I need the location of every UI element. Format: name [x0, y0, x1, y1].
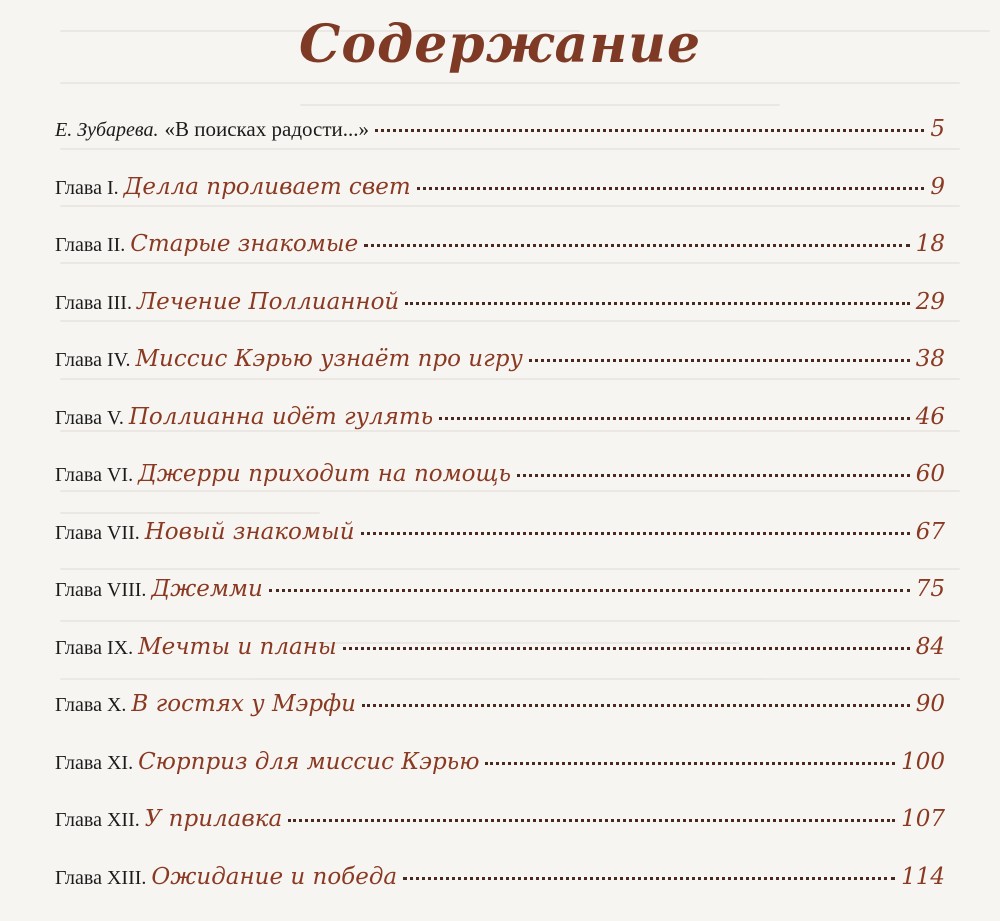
dot-leader	[361, 532, 910, 535]
page-number: 60	[916, 461, 945, 487]
page-number: 38	[916, 346, 945, 372]
chapter-title: Делла проливает свет	[124, 174, 411, 200]
chapter-title: У прилавка	[145, 806, 282, 832]
chapter-title: Мечты и планы	[138, 634, 337, 660]
chapter-title: Джемми	[151, 576, 262, 602]
dot-leader	[439, 417, 910, 420]
dot-leader	[364, 244, 910, 247]
chapter-title: Джерри приходит на помощь	[138, 461, 511, 487]
page-number: 46	[916, 404, 945, 430]
toc-entry-chapter[interactable]	[55, 519, 945, 577]
toc-entry-chapter[interactable]	[55, 461, 945, 519]
page-number: 67	[916, 519, 945, 545]
toc-entry-chapter[interactable]	[55, 174, 945, 232]
dot-leader	[288, 819, 895, 822]
table-of-contents	[55, 116, 945, 921]
chapter-title: Сюрприз для миссис Кэрью	[138, 749, 479, 775]
chapter-number: Глава IV.	[55, 349, 131, 372]
chapter-title: Лечение Поллианной	[137, 289, 399, 315]
page-number: 29	[916, 289, 945, 315]
page-number: 90	[916, 691, 945, 717]
chapter-number: Глава V.	[55, 407, 124, 430]
chapter-number: Глава VII.	[55, 522, 140, 545]
chapter-number: Глава III.	[55, 292, 132, 315]
intro-author: Е. Зубарева.	[55, 119, 158, 142]
page-number: 84	[916, 634, 945, 660]
chapter-number: Глава XII.	[55, 809, 140, 832]
dot-leader	[403, 877, 895, 880]
page-number: 9	[930, 174, 945, 200]
chapter-title: Поллианна идёт гулять	[129, 404, 433, 430]
chapter-title: Миссис Кэрью узнаёт про игру	[136, 346, 523, 372]
chapter-title: Новый знакомый	[145, 519, 355, 545]
chapter-title: В гостях у Мэрфи	[131, 691, 356, 717]
dot-leader	[362, 704, 910, 707]
toc-entry-chapter[interactable]	[55, 289, 945, 347]
chapter-number: Глава II.	[55, 234, 125, 257]
toc-entry-chapter[interactable]	[55, 231, 945, 289]
toc-entry-chapter[interactable]	[55, 634, 945, 692]
page-number: 114	[901, 864, 945, 890]
toc-entry-chapter[interactable]	[55, 346, 945, 404]
chapter-title: Ожидание и победа	[151, 864, 397, 890]
chapter-number: Глава VI.	[55, 464, 133, 487]
toc-entry-chapter[interactable]	[55, 749, 945, 807]
intro-title: «В поисках радости...»	[164, 117, 369, 142]
chapter-title: Старые знакомые	[130, 231, 358, 257]
dot-leader	[343, 647, 910, 650]
chapter-number: Глава I.	[55, 177, 119, 200]
dot-leader	[375, 129, 924, 132]
dot-leader	[485, 762, 895, 765]
chapter-number: Глава IX.	[55, 637, 133, 660]
dot-leader	[405, 302, 909, 305]
chapter-number: Глава XI.	[55, 752, 133, 775]
dot-leader	[269, 589, 910, 592]
chapter-number: Глава X.	[55, 694, 126, 717]
toc-entry-intro[interactable]	[55, 116, 945, 174]
toc-entry-chapter[interactable]	[55, 864, 945, 921]
dot-leader	[417, 187, 925, 190]
toc-entry-chapter[interactable]	[55, 806, 945, 864]
chapter-number: Глава XIII.	[55, 867, 146, 890]
toc-entry-chapter[interactable]	[55, 404, 945, 462]
page-number: 75	[916, 576, 945, 602]
dot-leader	[529, 359, 910, 362]
page-title: Содержание	[0, 14, 1000, 75]
page-number: 100	[901, 749, 945, 775]
page-number: 107	[901, 806, 945, 832]
page-number: 5	[930, 116, 945, 142]
chapter-number: Глава VIII.	[55, 579, 146, 602]
dot-leader	[517, 474, 910, 477]
toc-entry-chapter[interactable]	[55, 691, 945, 749]
page-number: 18	[916, 231, 945, 257]
toc-entry-chapter[interactable]	[55, 576, 945, 634]
